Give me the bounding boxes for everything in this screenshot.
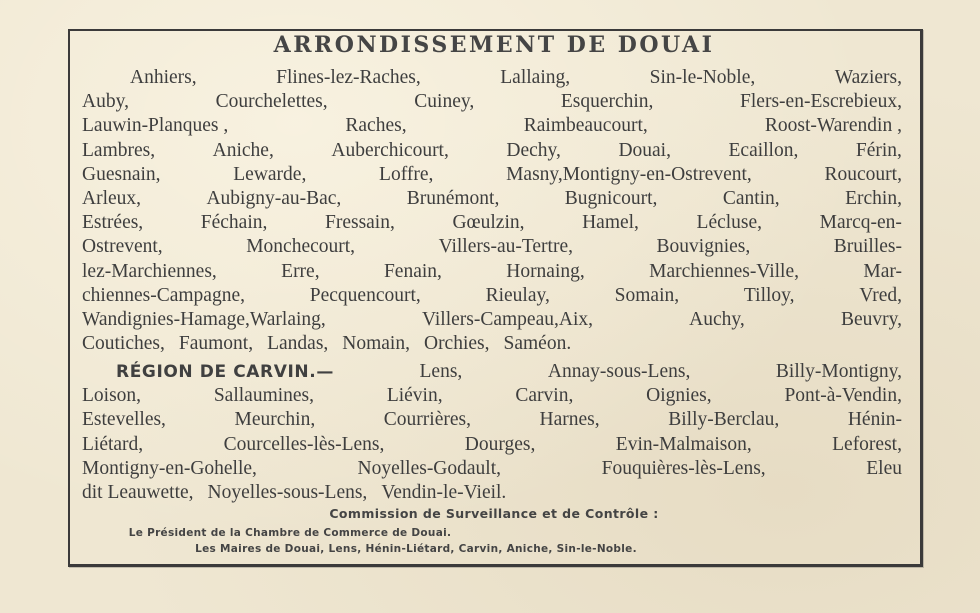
commune-name: Eleu — [866, 457, 902, 479]
commune-name: Mar- — [863, 260, 902, 282]
commune-name: Lewarde, — [233, 163, 307, 185]
commune-name: Gœulzin, — [452, 212, 525, 234]
commune-name: Douai, — [618, 139, 671, 161]
commune-name: Montigny-en-Gohelle, — [82, 457, 257, 479]
commune-name: Loffre, — [379, 163, 434, 185]
commune-name: Brunémont, — [406, 187, 500, 209]
commission-line: Commission de Surveillance et de Contrôle : — [329, 506, 659, 521]
commune-name: Rieulay, — [485, 284, 550, 306]
commune-name: Cantin, — [722, 187, 780, 209]
commune-name: Lambres, — [82, 139, 156, 161]
commune-name: Waziers, — [834, 67, 902, 88]
commune-name: Erre, — [281, 260, 320, 282]
commune-name: Guesnain, — [82, 163, 161, 185]
commune-name: Lécluse, — [696, 212, 763, 234]
commune-name: Orchies, — [423, 333, 490, 355]
commune-name: Villers-Campeau,Aix, — [421, 308, 593, 330]
commune-name: Bugnicourt, — [564, 187, 658, 209]
commune-name: Harnes, — [539, 409, 600, 431]
commune-name: Estevelles, — [82, 409, 166, 431]
commune-name: Vendin-le-Vieil. — [381, 481, 507, 503]
commune-name: Anhiers, — [130, 67, 197, 88]
text-line — [82, 457, 902, 481]
commune-name: Hénin- — [847, 409, 902, 431]
text-line — [82, 90, 902, 114]
commune-name: lez-Marchiennes, — [82, 260, 217, 282]
mayors-line: Les Maires de Douai, Lens, Hénin-Liétard, Carvin, Aniche, Sin-le-Noble. — [195, 543, 637, 555]
commune-name: Noyelles-sous-Lens, — [207, 481, 368, 503]
commune-name: Flines-lez-Raches, — [276, 67, 421, 88]
commune-name: Pont-à-Vendin, — [784, 385, 902, 407]
text-line — [82, 360, 902, 384]
commune-name: Billy-Montigny, — [775, 361, 902, 382]
commune-name: Loison, — [82, 385, 142, 407]
commune-name: Courchelettes, — [215, 91, 328, 113]
commune-name: Auby, — [82, 91, 129, 113]
text-line — [82, 187, 902, 211]
commune-name: Férin, — [855, 139, 902, 161]
commune-name: Carvin, — [515, 385, 574, 407]
commune-name: Fenain, — [383, 260, 442, 282]
text-line — [82, 308, 902, 332]
commune-name: Villers-au-Tertre, — [438, 236, 573, 258]
douai-communes-block — [82, 66, 902, 356]
commune-name: Pecquencourt, — [309, 284, 421, 306]
text-line — [82, 235, 902, 259]
commune-name: Roucourt, — [824, 163, 902, 185]
commune-name: Nomain, — [342, 333, 410, 355]
commune-name: Dourges, — [464, 433, 536, 455]
commune-name: Courrières, — [383, 409, 471, 431]
text-line — [82, 163, 902, 187]
commune-name: Vred, — [859, 284, 902, 306]
commune-name: Liétard, — [82, 433, 144, 455]
text-line — [82, 481, 902, 505]
commune-name: Lauwin-Planques , — [82, 115, 229, 137]
commune-name: Coutiches, — [82, 333, 165, 355]
commune-name: Saméon. — [503, 333, 572, 355]
commune-name: Tilloy, — [743, 284, 795, 306]
commune-name: Wandignies-Hamage,Warlaing, — [82, 308, 326, 330]
commune-name: Raches, — [345, 115, 407, 137]
president-line: Le Président de la Chambre de Commerce de Douai. — [128, 527, 452, 539]
commune-name: Raimbeaucourt, — [523, 115, 648, 137]
commune-name: Evin-Malmaison, — [615, 433, 752, 455]
commune-name: Roost-Warendin , — [764, 115, 902, 137]
commune-name: dit Leauwette, — [82, 481, 194, 503]
commune-name: Leforest, — [832, 433, 902, 455]
text-line — [82, 332, 902, 356]
commune-name: Marcq-en- — [819, 212, 902, 234]
commune-name: Fressain, — [324, 212, 395, 234]
commune-name: Beuvry, — [840, 308, 902, 330]
commune-name: Flers-en-Escrebieux, — [740, 91, 902, 113]
text-line — [82, 114, 902, 138]
text-line — [82, 211, 902, 235]
commune-name: Dechy, — [506, 139, 561, 161]
text-line — [82, 66, 902, 90]
commune-name: Auberchicourt, — [331, 139, 449, 161]
commune-name: Meurchin, — [234, 409, 316, 431]
commune-name: Féchain, — [200, 212, 268, 234]
commune-name: Ecaillon, — [728, 139, 799, 161]
commune-name: Marchiennes-Ville, — [649, 260, 800, 282]
commune-name: Faumont, — [178, 333, 254, 355]
commune-name: Sallaumines, — [213, 385, 315, 407]
text-line — [82, 139, 902, 163]
commune-name: Sin-le-Noble, — [649, 67, 756, 88]
text-line — [82, 260, 902, 284]
commune-name: Masny,Montigny-en-Ostrevent, — [506, 163, 752, 185]
commune-name: Auchy, — [689, 308, 745, 330]
commune-name: Esquerchin, — [560, 91, 654, 113]
commune-name: Estrées, — [82, 212, 144, 234]
commune-name: Erchin, — [845, 187, 902, 209]
commune-name: Liévin, — [386, 385, 443, 407]
commune-name: Hornaing, — [506, 260, 585, 282]
text-line — [82, 384, 902, 408]
commune-name: chiennes-Campagne, — [82, 284, 245, 306]
commune-name: Hamel, — [582, 212, 639, 234]
text-line — [82, 408, 902, 432]
commune-name: Arleux, — [82, 187, 142, 209]
commune-name: Ostrevent, — [82, 236, 163, 258]
commune-name: Billy-Berclau, — [668, 409, 780, 431]
commune-name: Somain, — [614, 284, 680, 306]
commune-name: Fouquières-lès-Lens, — [601, 457, 766, 479]
commune-name: Annay-sous-Lens, — [547, 361, 691, 382]
text-line — [82, 433, 902, 457]
commune-name: Cuiney, — [414, 91, 475, 113]
commune-name: Aubigny-au-Bac, — [206, 187, 342, 209]
commune-name: Bruilles- — [833, 236, 902, 258]
commune-name: Bouvignies, — [656, 236, 751, 258]
commune-name: Oignies, — [646, 385, 712, 407]
region-carvin-heading: RÉGION DE CARVIN.— — [116, 362, 334, 382]
commune-name: Aniche, — [212, 139, 274, 161]
commune-name: Courcelles-lès-Lens, — [223, 433, 385, 455]
commune-name: Monchecourt, — [246, 236, 356, 258]
document-title: ARRONDISSEMENT DE DOUAI — [273, 32, 715, 58]
commune-name: Lallaing, — [500, 67, 571, 88]
commune-name: Noyelles-Godault, — [357, 457, 502, 479]
text-line — [82, 284, 902, 308]
commune-name: Landas, — [267, 333, 329, 355]
commune-name: Lens, — [419, 361, 463, 382]
carvin-communes-block — [82, 360, 902, 505]
